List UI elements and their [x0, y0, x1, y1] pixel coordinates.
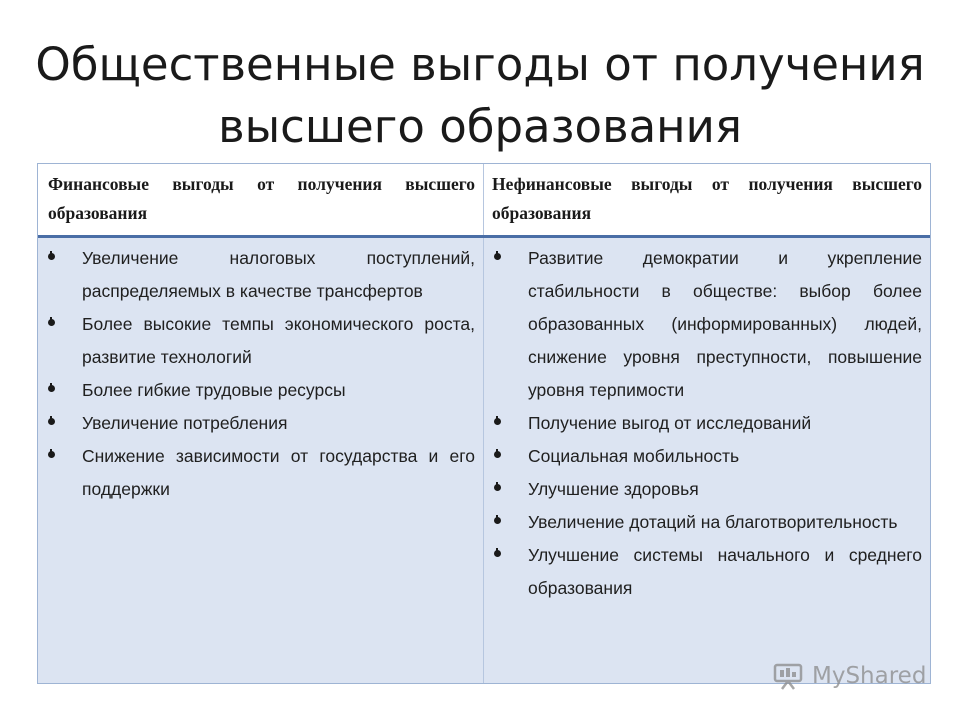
list-item-text: Увеличение дотаций на благотворительность — [528, 512, 898, 532]
list-item-text: Более гибкие трудовые ресурсы — [82, 380, 346, 400]
list-item-text: Социальная мобильность — [528, 446, 740, 466]
list-item — [46, 242, 475, 308]
list-item — [46, 308, 475, 374]
slide-title — [0, 34, 960, 158]
bullet-icon — [493, 417, 504, 428]
bullet-icon — [493, 516, 504, 527]
bullet-icon — [47, 318, 58, 329]
list-item-text: Улучшение здоровья — [528, 479, 699, 499]
bullet-icon — [493, 549, 504, 560]
bullet-icon — [47, 252, 58, 263]
bullet-icon — [47, 384, 58, 395]
list-item-text: Получение выгод от исследований — [528, 413, 812, 433]
bullet-icon — [493, 252, 504, 263]
list-item-text: Более высокие темпы экономического роста, развитие технологий — [82, 314, 475, 367]
table-header-row — [38, 164, 930, 238]
list-item — [46, 407, 475, 440]
list-item-text: Снижение зависимости от государства и его поддержки — [82, 446, 475, 499]
header-cell-non-financial — [484, 164, 930, 235]
non-financial-benefits-list — [492, 242, 922, 605]
list-item-text: Увеличение потребления — [82, 413, 288, 433]
slide-title-line-2: высшего образования — [218, 100, 742, 153]
financial-benefits-list — [46, 242, 475, 506]
list-item — [46, 374, 475, 407]
list-item-text: Развитие демократии и укрепление стабильности в обществе: выбор более образованных (информированных) людей, снижение уровня преступности, повышение уровня терпимости — [528, 248, 922, 400]
list-item — [492, 407, 922, 440]
bullet-icon — [47, 417, 58, 428]
list-item-text: Увеличение налоговых поступлений, распределяемых в качестве трансфертов — [82, 248, 475, 301]
header-financial-text: Финансовые выгоды от получения высшего образования — [48, 174, 475, 223]
list-item — [492, 440, 922, 473]
watermark-text: MyShared — [812, 663, 927, 689]
watermark — [772, 656, 926, 696]
bullet-icon — [47, 450, 58, 461]
header-cell-financial — [38, 164, 484, 235]
bullet-icon — [493, 483, 504, 494]
list-item — [46, 440, 475, 506]
presentation-icon — [772, 661, 806, 691]
slide-title-line-1: Общественные выгоды от получения — [35, 38, 925, 91]
list-item — [492, 506, 922, 539]
list-item — [492, 473, 922, 506]
list-item-text: Улучшение системы начального и среднего образования — [528, 545, 922, 598]
list-item — [492, 242, 922, 407]
bullet-icon — [493, 450, 504, 461]
benefits-table — [37, 163, 931, 684]
header-non-financial-text: Нефинансовые выгоды от получения высшего образования — [492, 174, 922, 223]
list-item — [492, 539, 922, 605]
non-financial-benefits-cell — [484, 238, 930, 683]
table-body-row — [38, 238, 930, 683]
financial-benefits-cell — [38, 238, 484, 683]
